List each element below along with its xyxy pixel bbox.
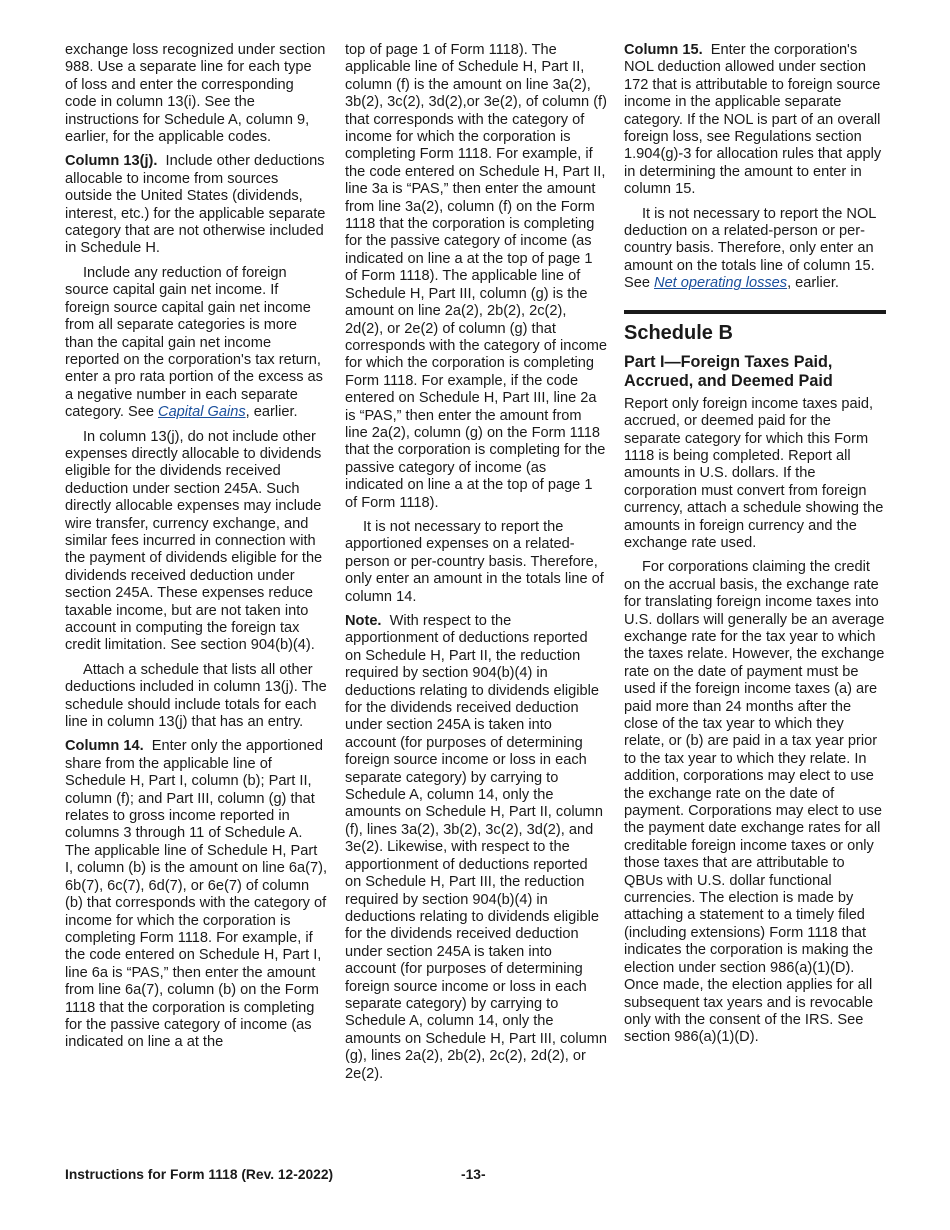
paragraph-text: Enter the corporation's NOL deduction allowed under section 172 that is attributable to foreign source income in the applicable separate category. If the NOL is part of an overall foreign loss, see Regulations section 1.904(g)-3 for allocation rules that apply in determining the amount to enter in column 15. [624,42,882,198]
page-number: -13- [461,1167,486,1182]
net-operating-losses-link[interactable]: Net operating losses [654,275,788,292]
note-heading: Note. [345,613,382,629]
paragraph-text: , earlier. [245,404,298,421]
paragraph [624,42,886,199]
paragraph [65,265,327,422]
paragraph: In column 13(j), do not include other expenses directly allocable to dividends eligible for the dividends received deduction under section 245A. Such directly allocable expenses may include wire transfer, currency exchange, and similar fees incurred in connection with the payment of dividends eligible for the dividends received deduction under section 245A. These expenses reduce taxable income, but are not taken into account in computing the foreign tax credit limitation. See section 904(b)(4). [65,428,323,654]
schedule-b-title: Schedule B [624,321,733,344]
section-divider [624,310,886,314]
paragraph: Report only foreign income taxes paid, accrued, or deemed paid for the separate category for which this Form 1118 is being completed. Report all amounts in U.S. dollars. If the corporation must convert from foreign currency, attach a schedule showing the amounts in foreign currency and the exchange rate used. [624,395,884,551]
column-left [65,42,327,1059]
column-14-heading: Column 14. [65,738,144,755]
column-15-heading: Column 15. [624,42,703,58]
paragraph-text: Include other deductions allocable to income from sources outside the United States (dividends, interest, etc.) for the applicable separate category that are not otherwise included in Schedule H. [65,153,326,257]
paragraph: exchange loss recognized under section 988. Use a separate line for each type of loss and enter the corresponding code in column 13(i). See the instructions for Schedule A, column 9, earlier, for the applicable codes. [65,42,326,146]
paragraph-text: Include any reduction of foreign source capital gain net income. If foreign source capital gain net income from all separate categories is more than the capital gain net income reported on the corporation's tax return, enter a pro rata portion of the excess as a negative number in each separate category. See [65,264,323,421]
paragraph-text: With respect to the apportionment of deductions reported on Schedule H, Part II, the reduction required by section 904(b)(4) in deductions relating to dividends eligible for the dividends received deduction under section 245A is taken into account (for purposes of determining foreign source income or loss in each separate category) by carrying to Schedule A, column 14, only the amounts on Schedule H, Part II, column (f), lines 3a(2), 3b(2), 3c(2), 3d(2), and 3e(2). Likewise, with respect to the apportionment of deductions reported on Schedule H, Part III, the reduction required by section 904(b)(4) in deductions relating to dividends eligible for the dividends received deduction under section 245A is taken into account (for purposes of determining foreign source income or loss in each separate category) by carrying to Schedule A, column 14, only the amounts on Schedule H, Part III, column (g), lines 2a(2), 2b(2), 2c(2), 2d(2), or 2e(2). [345,613,608,1082]
capital-gains-link[interactable]: Capital Gains [158,404,246,421]
column-right [624,42,886,1054]
paragraph: top of page 1 of Form 1118). The applicable line of Schedule H, Part II, column (f) is the amount on line 3a(2), 3b(2), 3c(2), 3d(2),or 3e(2), of column (f) that corresponds with the category of income for which the corporation is completing Form 1118. For example, if the code entered on Schedule H, Part II, line 3a is “PAS,” then enter the amount from line 3a(2), column (f) on the Form 1118 that the corporation is completing for the passive category of income (as indicated on line a at the top of page 1 of Form 1118). The applicable line of Schedule H, Part III, column (g) is the amount on line 2a(2), 2b(2), 2c(2), 2d(2), or 2e(2) of column (g) that corresponds with the category of income for which the corporation is completing Form 1118. For example, if the code entered on Schedule H, Part III, line 2a is “PAS,” then enter the amount from line 2a(2), column (g) on the Form 1118 that the corporation is completing for the passive category of income (as indicated on line a at the top of page 1 of Form 1118). [345,42,608,511]
column-13j-heading: Column 13(j). [65,153,158,170]
paragraph: It is not necessary to report the apportioned expenses on a related-person or per-country basis. Therefore, only enter an amount in the totals line of column 14. [345,518,604,605]
paragraph [345,613,607,1083]
paragraph-text: Enter only the apportioned share from the applicable line of Schedule H, Part I, column (b); Part II, column (f); and Part III, column (g) that relates to gross income reported in columns 3 through 11 of Schedule A. The applicable line of Schedule H, Part I, column (b) is the amount on line 6a(7), 6b(7), 6c(7), 6d(7), or 6e(7) of column (b) that corresponds with the category of income for which the corporation is completing Form 1118. For example, if the code entered on Schedule H, Part I, line 6a is “PAS,” then enter the amount from line 6a(7), column (b) on the Form 1118 that the corporation is completing for the passive category of income (as indicated on line a at the [65,738,328,1051]
paragraph [65,738,327,1051]
part-i-title: Part I—Foreign Taxes Paid, Accrued, and Deemed Paid [624,352,833,391]
paragraph [624,206,886,293]
column-middle [345,42,607,1090]
paragraph [65,153,327,257]
footer-form-title: Instructions for Form 1118 (Rev. 12-2022) [65,1167,334,1182]
paragraph-text: It is not necessary to report the NOL deduction on a related-person or per-country basis. Therefore, only enter an amount on the totals line of column 15. See [624,205,876,292]
paragraph: For corporations claiming the credit on the accrual basis, the exchange rate for translating foreign income taxes into U.S. dollars will generally be an average exchange rate for the tax year to which the taxes relate. However, the exchange rate on the date of payment must be used if the foreign income taxes (a) are paid more than 24 months after the close of the tax year to which they relate, or (b) are paid in a tax year prior to the tax year to which they relate. In addition, corporations may elect to use the exchange rate on the date of payment. Corporations may elect to use the payment date exchange rates for all creditable foreign income taxes or only those taxes that are attributable to QBUs with U.S. dollar functional currencies. The election is made by attaching a statement to a timely filed (including extensions) Form 1118 that indicates the corporation is making the election under section 986(a)(1)(D). Once made, the election applies for all subsequent tax years and is revocable only with the consent of the IRS. See section 986(a)(1)(D). [624,559,885,1046]
paragraph-text: , earlier. [787,275,839,292]
paragraph: Attach a schedule that lists all other deductions included in column 13(j). The schedule should include totals for each line in column 13(j) that has an entry. [65,661,327,731]
